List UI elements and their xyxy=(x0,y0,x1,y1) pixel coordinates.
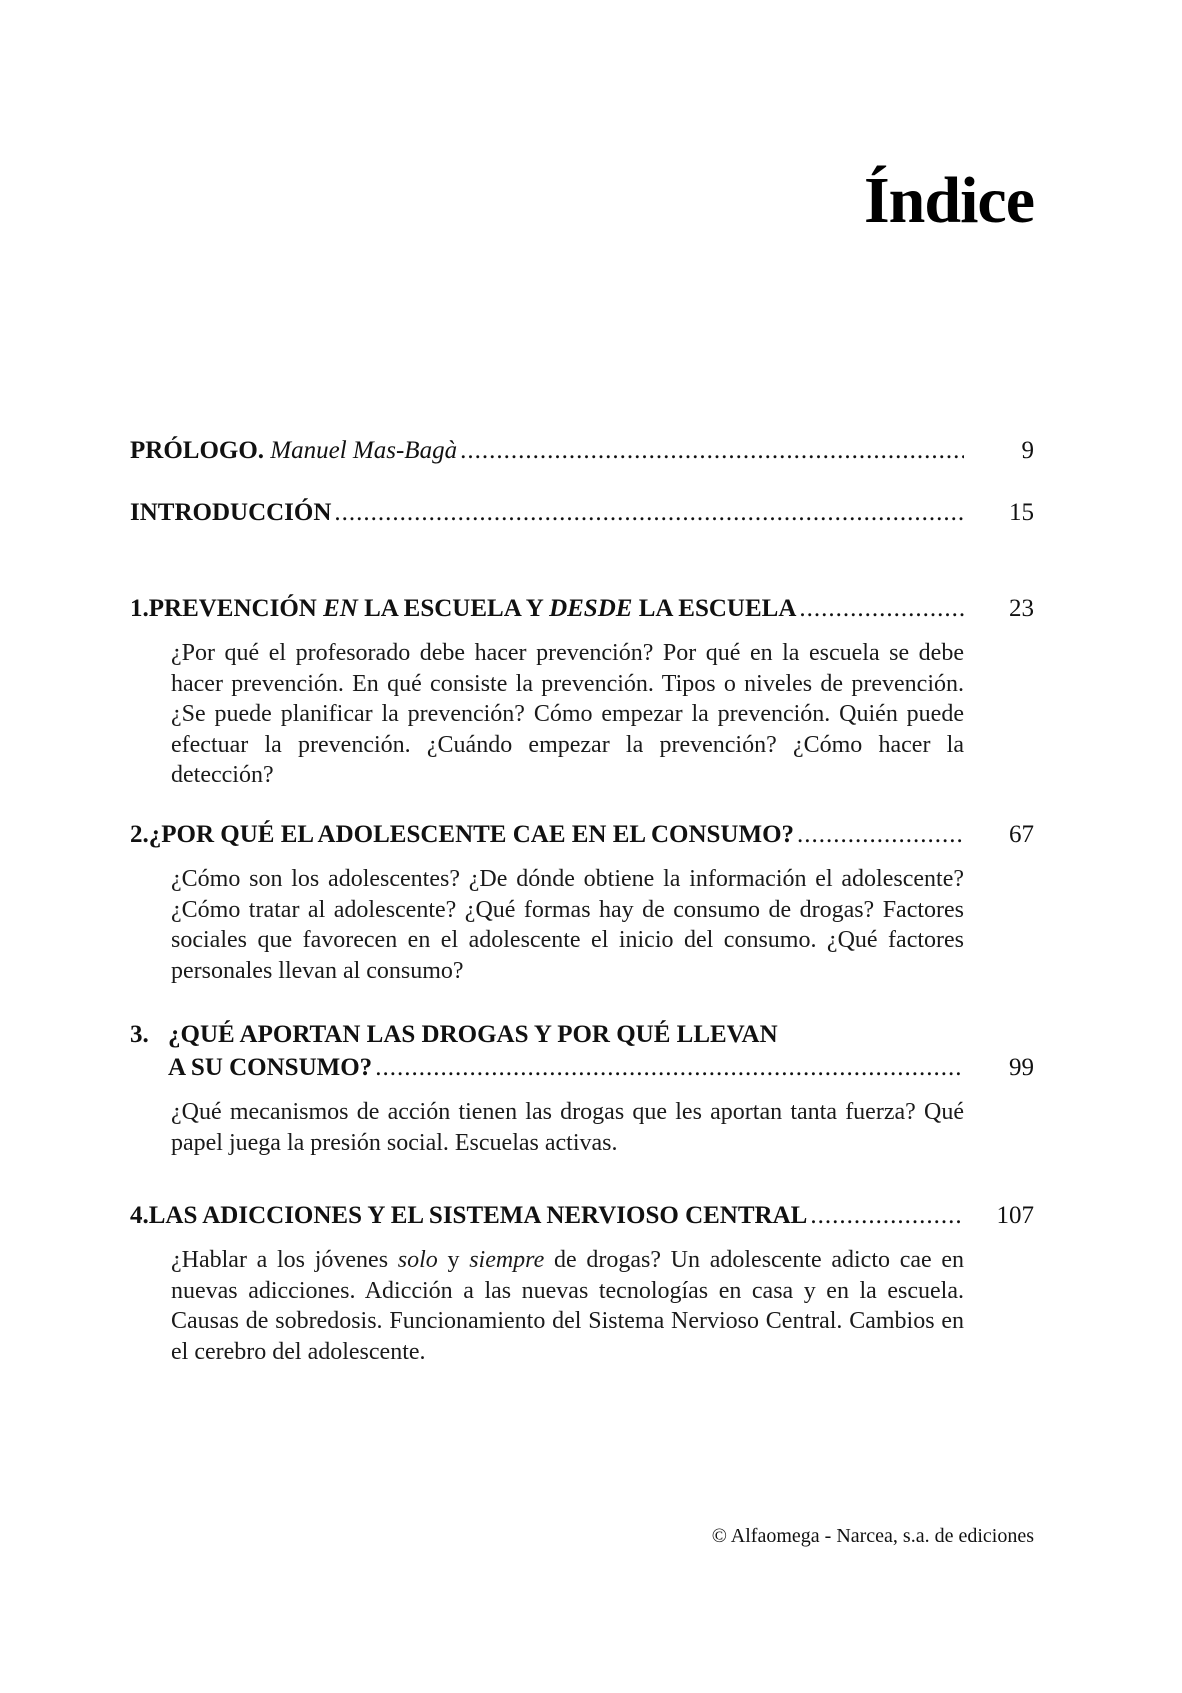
toc-title-emphasis: EN xyxy=(323,595,358,622)
chapter-number: 2. xyxy=(130,821,149,848)
toc-entry-chapter-2[interactable] xyxy=(130,818,1034,986)
chapter-number: 1. xyxy=(130,595,149,622)
toc-author: Manuel Mas-Bagà xyxy=(270,437,458,464)
toc-title-line xyxy=(130,1019,1034,1051)
dot-leader xyxy=(372,1051,964,1084)
toc-heading xyxy=(130,434,964,467)
chapter-description: ¿Cómo son los adolescentes? ¿De dónde obtiene la información el adolescente? ¿Cómo tratar al adolescente? ¿Qué formas hay de consumo de drogas? Factores sociales que favorecen en el adolescente el inicio del consumo. ¿Qué factores personales llevan al consumo? xyxy=(171,866,964,984)
toc-title: PRÓLOGO. xyxy=(130,437,265,464)
publisher-footer: © Alfaomega - Narcea, s.a. de ediciones xyxy=(711,1525,1034,1547)
toc-entry-introduccion[interactable] xyxy=(130,496,1034,529)
toc-title: LAS ADICCIONES Y EL SISTEMA NERVIOSO CENTRAL xyxy=(148,1202,808,1229)
toc-entry-chapter-3[interactable] xyxy=(130,1019,1034,1158)
chapter-number: 3. xyxy=(130,1021,149,1048)
toc-title-wrap xyxy=(130,434,457,467)
toc-line xyxy=(130,496,1034,529)
chapter-description: ¿Por qué el profesorado debe hacer prevención? Por qué en la escuela se debe hacer prevención. En qué consiste la prevención. Tipos o niveles de prevención. ¿Se puede planificar la prevención? Cómo empezar la prevención. Quién puede efectuar la prevención. ¿Cuándo empezar la prevención? ¿Cómo hacer la detección? xyxy=(171,640,964,788)
toc-title: INTRODUCCIÓN xyxy=(130,499,332,526)
dot-leader xyxy=(807,1199,964,1232)
toc-line xyxy=(130,818,1034,851)
chapter-description xyxy=(171,1232,964,1367)
chapter-number: 4. xyxy=(130,1202,149,1229)
dot-leader xyxy=(796,592,964,625)
toc-title: ¿QUÉ APORTAN LAS DROGAS Y POR QUÉ LLEVAN xyxy=(168,1021,778,1048)
toc-entry-chapter-4[interactable] xyxy=(130,1199,1034,1367)
page-number: 67 xyxy=(1009,821,1034,848)
page-number: 99 xyxy=(1009,1054,1034,1081)
desc-part: y xyxy=(437,1247,470,1273)
toc-title: ¿POR QUÉ EL ADOLESCENTE CAE EN EL CONSUMO? xyxy=(148,821,795,848)
chapter-description: ¿Qué mecanismos de acción tienen las drogas que les aportan tanta fuerza? Qué papel juega la presión social. Escuelas activas. xyxy=(171,1099,964,1156)
page-title: Índice xyxy=(863,164,1034,237)
page-number: 23 xyxy=(1009,595,1034,622)
toc-title-continued: A SU CONSUMO? xyxy=(168,1054,373,1081)
toc-line xyxy=(130,434,1034,467)
toc-line xyxy=(130,1199,1034,1232)
toc-title-part: PREVENCIÓN xyxy=(148,595,324,622)
toc-title-emphasis: DESDE xyxy=(549,595,633,622)
toc-heading xyxy=(130,496,964,529)
page-number: 15 xyxy=(1009,499,1034,526)
page-number: 9 xyxy=(1021,437,1034,464)
toc-title-part: LA ESCUELA Y xyxy=(357,595,550,622)
toc-title-part: LA ESCUELA xyxy=(632,595,797,622)
desc-part: de drogas? Un adolescente adicto cae en nuevas adicciones. Adicción a las nuevas tecnologías en casa y en la escuela. Causas de sobredosis. Funcionamiento del Sistema Nervioso Central. Cambios en el cerebro del adolescente. xyxy=(171,1247,965,1365)
toc-heading xyxy=(130,1051,964,1084)
desc-emphasis: solo xyxy=(397,1247,438,1273)
toc-line xyxy=(130,1051,1034,1084)
toc-title-wrap xyxy=(149,592,797,625)
toc-heading xyxy=(130,818,964,851)
dot-leader xyxy=(331,496,964,529)
toc-entry-chapter-1[interactable] xyxy=(130,592,1034,791)
toc-line xyxy=(130,592,1034,625)
toc-entry-prologo[interactable] xyxy=(130,434,1034,467)
toc-heading xyxy=(130,1199,964,1232)
desc-emphasis: siempre xyxy=(469,1247,545,1273)
dot-leader xyxy=(457,434,964,467)
dot-leader xyxy=(794,818,964,851)
page-number: 107 xyxy=(996,1202,1034,1229)
toc-heading xyxy=(130,592,964,625)
desc-part: ¿Hablar a los jóvenes xyxy=(171,1247,398,1273)
